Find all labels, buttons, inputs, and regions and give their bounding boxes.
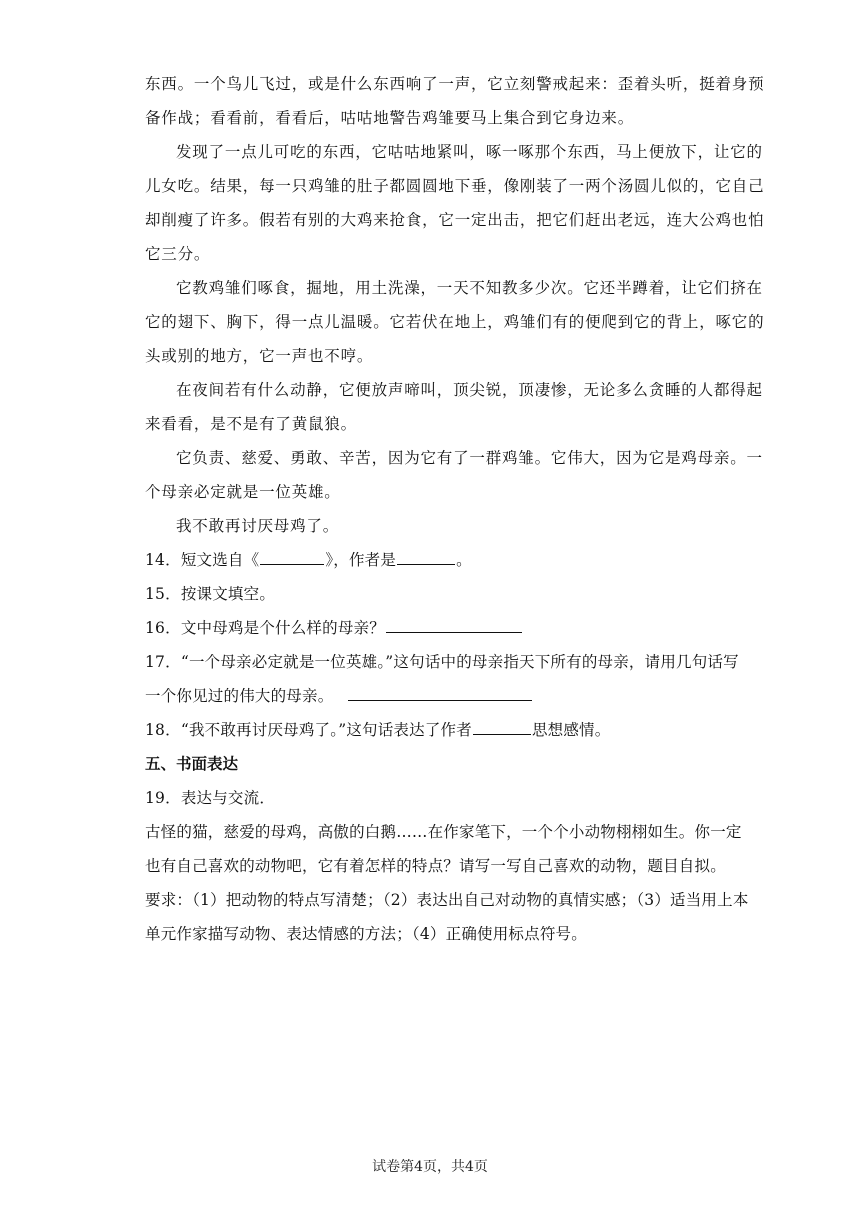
answer-blank[interactable] (473, 716, 531, 735)
question-18-text: 18．“我不敢再讨厌母鸡了。”这句话表达了作者 (145, 721, 472, 739)
passage-line: 头或别的地方，它一声也不哼。 (145, 347, 374, 365)
question-14-text: 14．短文选自《 (145, 551, 260, 569)
question-14-text: 。 (456, 551, 472, 569)
passage-line: 儿女吃。结果，每一只鸡雏的肚子都圆圆地下垂，像刚装了一两个汤圆儿似的，它自己 (145, 177, 765, 195)
question-14-text: 》，作者是 (325, 551, 397, 569)
question-17 (145, 679, 725, 713)
passage-line: 它负责、慈爱、勇敢、辛苦，因为它有了一群鸡雏。它伟大，因为它是鸡母亲。一 (176, 449, 763, 467)
page-footer: 试卷第4页，共4页 (372, 1159, 488, 1175)
question-17-text: 一个你见过的伟大的母亲。 (145, 687, 334, 705)
passage-line: 却削瘦了许多。假若有别的大鸡来抢食，它一定出击，把它们赶出老远，连大公鸡也怕 (145, 211, 765, 229)
passage-line: 个母亲必定就是一位英雄。 (145, 483, 341, 501)
passage-line: 它的翅下、胸下，得一点儿温暖。它若伏在地上，鸡雏们有的便爬到它的背上，啄它的 (145, 313, 765, 331)
prompt-line: 古怪的猫，慈爱的母鸡，高傲的白鹅……在作家笔下，一个个小动物栩栩如生。你一定 (145, 823, 742, 841)
passage-line: 它三分。 (145, 245, 211, 263)
prompt-line: 单元作家描写动物、表达情感的方法；（4）正确使用标点符号。 (145, 925, 587, 943)
question-15: 15．按课文填空。 (145, 585, 276, 603)
passage-line: 在夜间若有什么动静，它便放声啼叫，顶尖锐，顶凄惨，无论多么贪睡的人都得起 (176, 381, 763, 399)
question-16-text: 16．文中母鸡是个什么样的母亲？ (145, 619, 385, 637)
answer-blank[interactable] (386, 614, 522, 633)
prompt-line: 也有自己喜欢的动物吧，它有着怎样的特点？请写一写自己喜欢的动物，题目自拟。 (145, 857, 726, 875)
question-17-line: 17．“一个母亲必定就是一位英雄。”这句话中的母亲指天下所有的母亲，请用几句话写 (145, 653, 739, 671)
question-18 (145, 713, 725, 747)
passage-line: 发现了一点儿可吃的东西，它咕咕地紧叫，啄一啄那个东西，马上便放下，让它的 (176, 143, 763, 161)
passage-line: 它教鸡雏们啄食，掘地，用土洗澡，一天不知教多少次。它还半蹲着，让它们挤在 (176, 279, 763, 297)
prompt-line: 要求：（1）把动物的特点写清楚；（2）表达出自己对动物的真情实感；（3）适当用上本 (145, 891, 749, 909)
passage-line: 来看看，是不是有了黄鼠狼。 (145, 415, 357, 433)
answer-blank[interactable] (348, 682, 532, 701)
section-title: 五、书面表达 (145, 754, 239, 773)
question-19: 19．表达与交流． (145, 789, 276, 807)
answer-blank[interactable] (260, 546, 324, 565)
question-18-text: 思想感情。 (531, 721, 611, 739)
passage-line: 东西。一个鸟儿飞过，或是什么东西响了一声，它立刻警戒起来：歪着头听，挺着身预 (145, 75, 765, 93)
answer-blank[interactable] (397, 546, 455, 565)
passage-line: 备作战；看看前，看看后，咕咕地警告鸡雏要马上集合到它身边来。 (145, 109, 635, 127)
question-14 (145, 543, 725, 577)
passage-line: 我不敢再讨厌母鸡了。 (176, 517, 340, 535)
question-16 (145, 611, 725, 645)
